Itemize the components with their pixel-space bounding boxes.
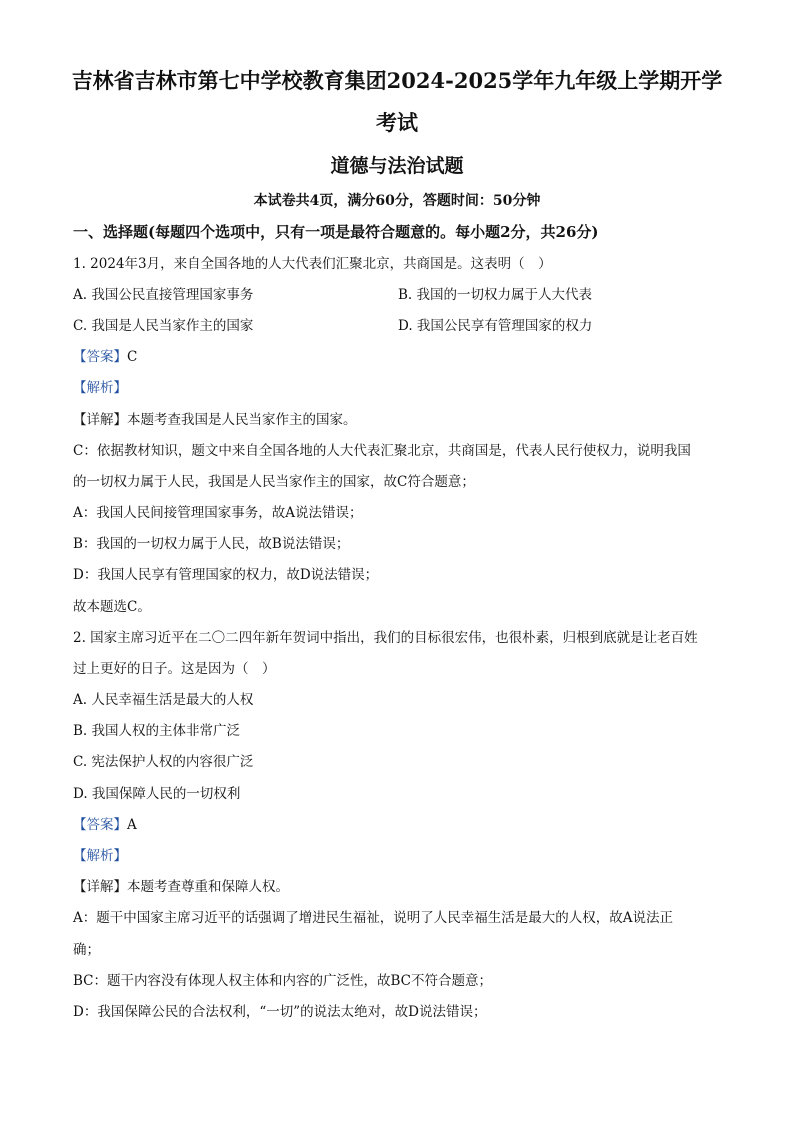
q2-option-c: C. 宪法保护人权的内容很广泛 xyxy=(73,754,254,770)
q2-explanation-line: BC：题干内容没有体现人权主体和内容的广泛性，故BC不符合题意； xyxy=(73,973,493,989)
q1-analysis-tag xyxy=(73,378,127,398)
q1-option-b: B. 我国的一切权力属于人大代表 xyxy=(398,287,593,303)
q2-explanation-line: D：我国保障公民的合法权利，“一切”的说法太绝对，故D说法错误； xyxy=(73,1004,487,1020)
exam-info: 本试卷共4页，满分60分，答题时间：50分钟 xyxy=(253,193,541,209)
subject-title: 道德与法治试题 xyxy=(330,155,464,177)
q2-option-d: D. 我国保障人民的一切权利 xyxy=(73,786,241,802)
detail-tag: 【详解】 xyxy=(73,412,127,428)
q2-detail xyxy=(73,877,289,897)
q1-answer xyxy=(73,347,137,367)
q2-explanation-line: A：题干中国家主席习近平的话强调了增进民生福祉，说明了人民幸福生活是最大的人权，故A说法正 xyxy=(73,910,673,926)
q2-explanation-line: 确； xyxy=(73,942,100,958)
q1-explanation-line: A：我国人民间接管理国家事务，故A说法错误； xyxy=(73,505,363,521)
analysis-tag: 【解析】 xyxy=(73,848,127,864)
section-heading: 一、选择题(每题四个选项中，只有一项是最符合题意的。每小题2分，共26分) xyxy=(73,223,599,241)
q1-explanation-line: C：依据教材知识，题文中来自全国各地的人大代表汇聚北京，共商国是，代表人民行使权力，说明我国 xyxy=(73,443,691,459)
q1-explanation-line: 故本题选C。 xyxy=(73,599,151,615)
q1-option-a: A. 我国公民直接管理国家事务 xyxy=(73,287,254,303)
q1-explanation-line: 的一切权力属于人民，我国是人民当家作主的国家，故C符合题意； xyxy=(73,474,475,490)
answer-tag: 【答案】 xyxy=(73,349,127,365)
detail-text: 本题考查我国是人民当家作主的国家。 xyxy=(127,412,357,428)
answer-tag: 【答案】 xyxy=(73,817,127,833)
q1-detail xyxy=(73,410,357,430)
q2-option-b: B. 我国人权的主体非常广泛 xyxy=(73,723,241,739)
q2-stem-line-2: 过上更好的日子。这是因为（ ） xyxy=(73,661,276,677)
q1-option-c: C. 我国是人民当家作主的国家 xyxy=(73,318,254,334)
exam-title-line-1: 吉林省吉林市第七中学校教育集团2024-2025学年九年级上学期开学 xyxy=(71,68,723,93)
answer-value: A xyxy=(127,817,137,833)
q1-option-d: D. 我国公民享有管理国家的权力 xyxy=(398,318,593,334)
analysis-tag: 【解析】 xyxy=(73,380,127,396)
q1-explanation-line: B：我国的一切权力属于人民，故B说法错误； xyxy=(73,536,350,552)
q2-stem-line-1: 2. 国家主席习近平在二〇二四年新年贺词中指出，我们的目标很宏伟，也很朴素，归根到底就是让老百姓 xyxy=(73,630,698,646)
detail-tag: 【详解】 xyxy=(73,879,127,895)
q2-analysis-tag xyxy=(73,846,127,866)
q1-stem: 1. 2024年3月，来自全国各地的人大代表们汇聚北京，共商国是。这表明（ ） xyxy=(73,256,552,272)
q2-option-a: A. 人民幸福生活是最大的人权 xyxy=(73,692,254,708)
answer-value: C xyxy=(127,349,138,365)
exam-title-line-2: 考试 xyxy=(376,110,418,135)
detail-text: 本题考查尊重和保障人权。 xyxy=(127,879,289,895)
q2-answer xyxy=(73,815,137,835)
q1-explanation-line: D：我国人民享有管理国家的权力，故D说法错误； xyxy=(73,567,379,583)
